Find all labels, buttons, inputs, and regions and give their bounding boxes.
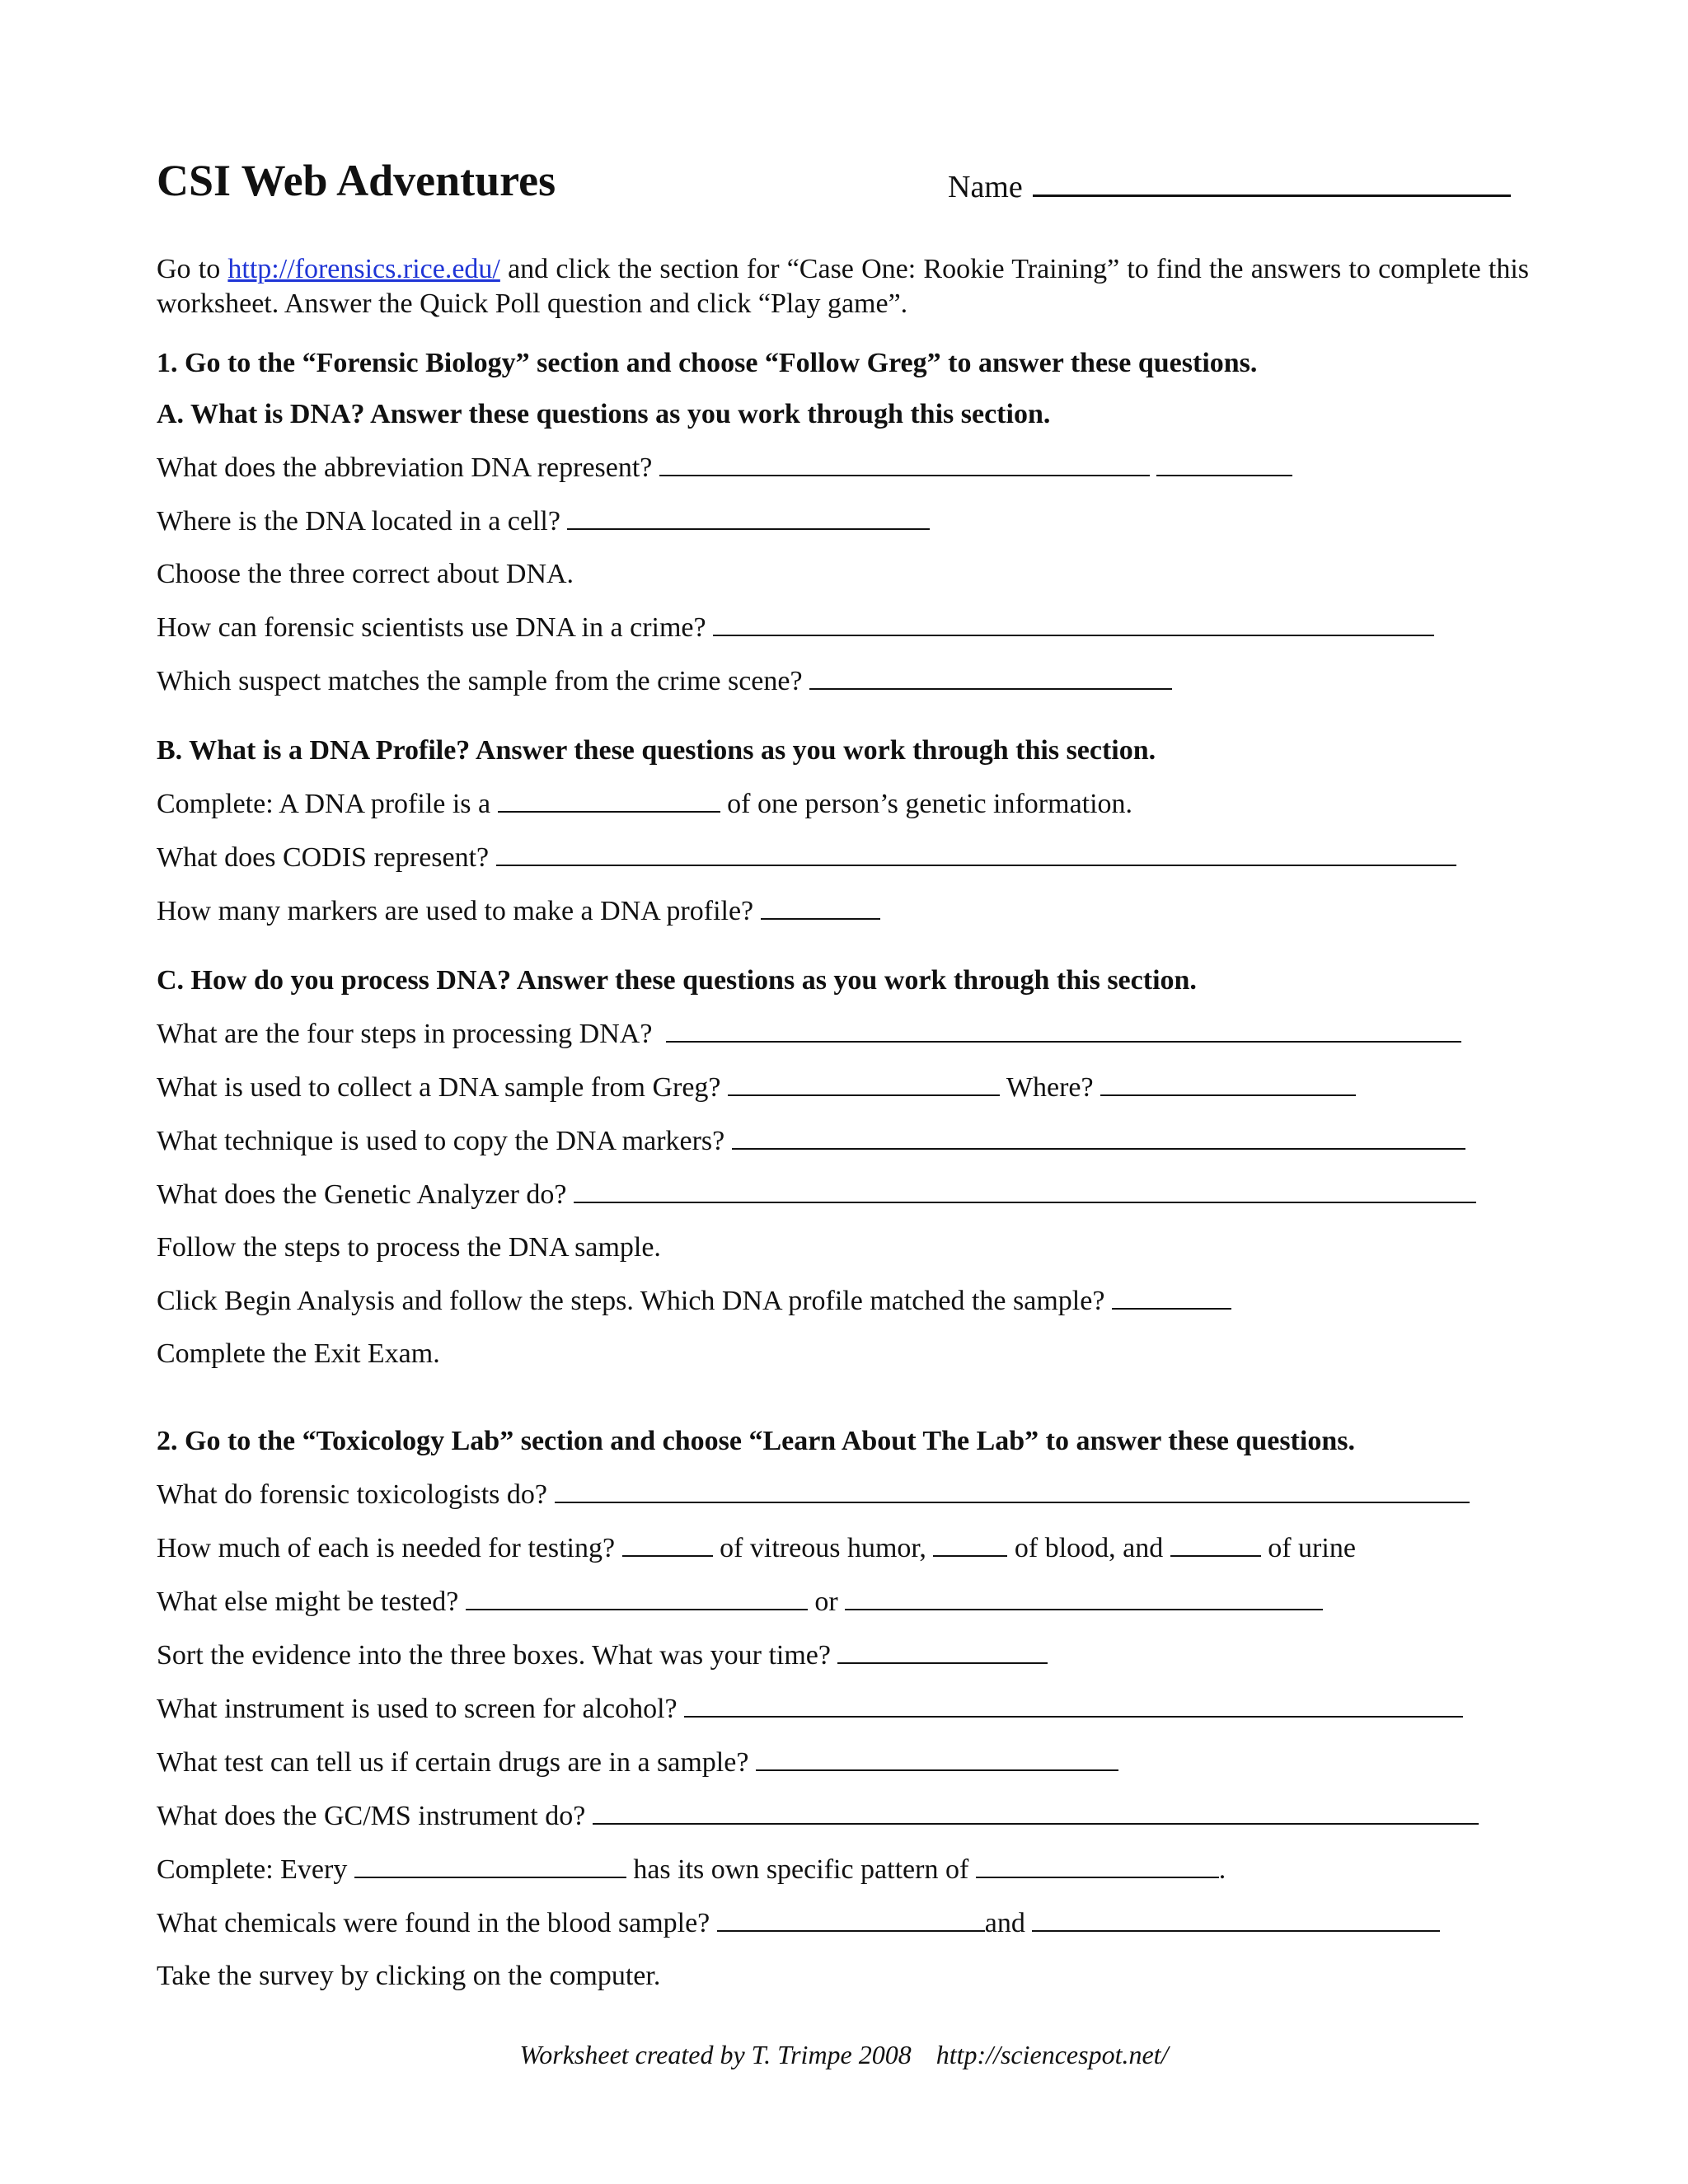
answer-blank[interactable] bbox=[837, 1638, 1048, 1664]
question-genetic-analyzer: What does the Genetic Analyzer do? bbox=[157, 1177, 1529, 1212]
answer-blank[interactable] bbox=[622, 1530, 713, 1557]
question-dna-profile-complete: Complete: A DNA profile is a of one person’s genetic information. bbox=[157, 786, 1529, 822]
intro-paragraph bbox=[157, 252, 1529, 321]
question-drug-test: What test can tell us if certain drugs are in a sample? bbox=[157, 1745, 1529, 1780]
instruction-process-dna: Follow the steps to process the DNA sample. bbox=[157, 1232, 661, 1263]
answer-blank[interactable] bbox=[659, 450, 1150, 476]
name-label: Name bbox=[948, 170, 1023, 204]
question-markers-count: How many markers are used to make a DNA profile? bbox=[157, 893, 1529, 929]
answer-blank[interactable] bbox=[496, 840, 1456, 866]
answer-blank[interactable] bbox=[976, 1852, 1219, 1878]
question-blood-chemicals: What chemicals were found in the blood sample? and bbox=[157, 1905, 1529, 1941]
answer-blank[interactable] bbox=[713, 610, 1434, 636]
answer-blank[interactable] bbox=[684, 1691, 1463, 1718]
answer-blank[interactable] bbox=[567, 504, 930, 530]
page-title: CSI Web Adventures bbox=[157, 156, 556, 205]
answer-blank[interactable] bbox=[555, 1477, 1470, 1503]
footer-url: http://sciencespot.net/ bbox=[935, 2040, 1169, 2069]
answer-blank[interactable] bbox=[1032, 1905, 1440, 1932]
answer-blank[interactable] bbox=[593, 1798, 1479, 1825]
answer-blank[interactable] bbox=[1100, 1070, 1356, 1096]
question-gcms: What does the GC/MS instrument do? bbox=[157, 1798, 1529, 1834]
answer-blank[interactable] bbox=[732, 1123, 1465, 1150]
question-sort-time: Sort the evidence into the three boxes. What was your time? bbox=[157, 1638, 1529, 1673]
partB-heading: B. What is a DNA Profile? Answer these questions as you work through this section. bbox=[157, 735, 1156, 766]
partA-heading: A. What is DNA? Answer these questions as you work through this section. bbox=[157, 399, 1051, 429]
answer-blank[interactable] bbox=[845, 1584, 1323, 1610]
question-amounts-needed: How much of each is needed for testing? of vitreous humor, of blood, and of urine bbox=[157, 1530, 1529, 1566]
answer-blank[interactable] bbox=[761, 893, 880, 920]
question-dna-location: Where is the DNA located in a cell? bbox=[157, 504, 1529, 539]
instruction-take-survey: Take the survey by clicking on the computer. bbox=[157, 1961, 661, 1991]
answer-blank[interactable] bbox=[354, 1852, 626, 1878]
worksheet-page bbox=[157, 157, 1529, 1994]
answer-blank[interactable] bbox=[466, 1584, 808, 1610]
intro-text-end: and click the section for “Case One: Rookie Training” to find the answers to complete this worksheet. Answer the Quick Poll question and click “Play game”. bbox=[157, 254, 1530, 319]
question-four-steps: What are the four steps in processing DNA? bbox=[157, 1016, 1529, 1052]
instruction-choose-three: Choose the three correct about DNA. bbox=[157, 559, 574, 589]
answer-blank[interactable] bbox=[933, 1530, 1007, 1557]
question-pattern-complete: Complete: Every has its own specific pattern of . bbox=[157, 1852, 1529, 1887]
question-suspect-match: Which suspect matches the sample from the crime scene? bbox=[157, 663, 1529, 699]
question-dna-crime: How can forensic scientists use DNA in a crime? bbox=[157, 610, 1529, 645]
question-collect-sample: What is used to collect a DNA sample from Greg? Where? bbox=[157, 1070, 1529, 1105]
footer bbox=[0, 2040, 1688, 2070]
forensics-link[interactable]: http://forensics.rice.edu/ bbox=[227, 254, 500, 284]
question-dna-abbreviation: What does the abbreviation DNA represent? bbox=[157, 450, 1529, 485]
title-row bbox=[157, 157, 1529, 223]
answer-blank[interactable] bbox=[1170, 1530, 1261, 1557]
question-else-tested: What else might be tested? or bbox=[157, 1584, 1529, 1619]
question-toxicologists: What do forensic toxicologists do? bbox=[157, 1477, 1529, 1512]
answer-blank[interactable] bbox=[728, 1070, 1000, 1096]
answer-blank[interactable] bbox=[756, 1745, 1118, 1771]
question-codis: What does CODIS represent? bbox=[157, 840, 1529, 875]
question-alcohol-instrument: What instrument is used to screen for alcohol? bbox=[157, 1691, 1529, 1727]
answer-blank[interactable] bbox=[717, 1905, 985, 1932]
section1-heading: 1. Go to the “Forensic Biology” section and choose “Follow Greg” to answer these questions. bbox=[157, 348, 1258, 378]
question-copy-technique: What technique is used to copy the DNA markers? bbox=[157, 1123, 1529, 1159]
answer-blank[interactable] bbox=[1112, 1283, 1231, 1310]
section2-heading: 2. Go to the “Toxicology Lab” section and choose “Learn About The Lab” to answer these questions. bbox=[157, 1426, 1355, 1456]
name-field[interactable] bbox=[948, 166, 1511, 205]
answer-blank[interactable] bbox=[666, 1016, 1461, 1043]
name-blank[interactable] bbox=[1033, 166, 1511, 197]
answer-blank[interactable] bbox=[1156, 450, 1292, 476]
answer-blank[interactable] bbox=[498, 786, 720, 813]
footer-credit: Worksheet created by T. Trimpe 2008 bbox=[519, 2040, 912, 2069]
answer-blank[interactable] bbox=[574, 1177, 1476, 1203]
instruction-exit-exam: Complete the Exit Exam. bbox=[157, 1338, 440, 1369]
question-profile-match: Click Begin Analysis and follow the steps. Which DNA profile matched the sample? bbox=[157, 1283, 1529, 1319]
partC-heading: C. How do you process DNA? Answer these questions as you work through this section. bbox=[157, 965, 1197, 996]
intro-text-start: Go to bbox=[157, 254, 228, 284]
answer-blank[interactable] bbox=[809, 663, 1172, 690]
